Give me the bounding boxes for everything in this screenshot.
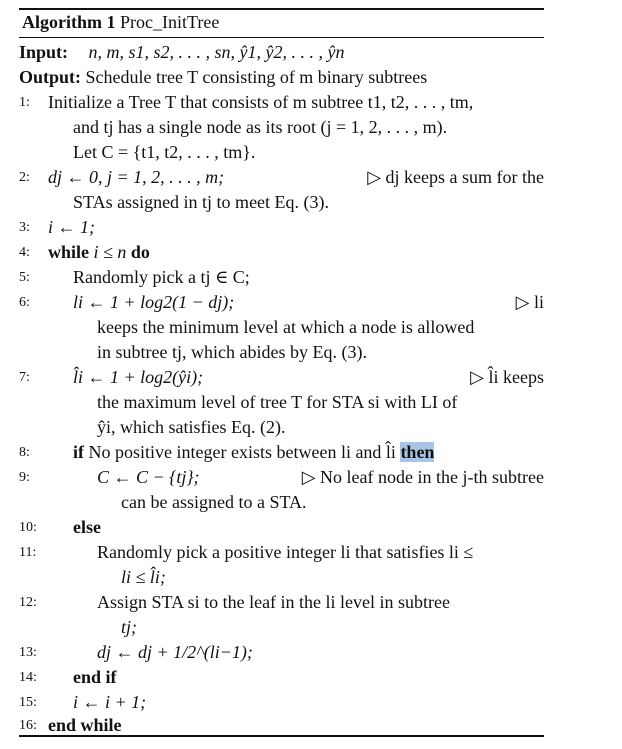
line-text: i ← 1; [48, 217, 95, 237]
algorithm-caption [22, 10, 219, 34]
line-text: in subtree tj, which abides by Eq. (3). [97, 342, 367, 362]
line-comment: ▷ li [515, 292, 544, 312]
output-value: Schedule tree T consisting of m binary subtrees [85, 67, 428, 87]
algorithm-label: Algorithm 1 [22, 12, 116, 32]
line-number: 12: [19, 595, 37, 610]
line-number: 15: [19, 695, 37, 710]
line-text: tj; [121, 617, 137, 637]
caption-rule [19, 37, 544, 38]
end-if-keyword: end if [73, 667, 117, 687]
line-text: STAs assigned in tj to meet Eq. (3). [73, 192, 330, 212]
line-text: Initialize a Tree T that consists of m subtree t1, t2, . . . , tm, [48, 92, 474, 112]
line-number: 1: [19, 95, 30, 110]
line-number: 6: [19, 295, 30, 310]
line-comment: ▷ l̂i keeps [470, 367, 544, 387]
line-number: 3: [19, 220, 30, 235]
if-keyword: if [73, 442, 84, 462]
line-number: 2: [19, 170, 30, 185]
line-text: and tj has a single node as its root (j = 1, 2, . . . , m). [73, 117, 448, 137]
line-text: ŷi, which satisfies Eq. (2). [97, 417, 286, 437]
line-text: dj ← dj + 1/2^(li−1); [97, 642, 253, 662]
line-number: 9: [19, 470, 30, 485]
while-keyword: while [48, 242, 90, 262]
line-number: 8: [19, 445, 30, 460]
line-number: 5: [19, 270, 30, 285]
else-keyword: else [73, 517, 101, 537]
line-number: 13: [19, 645, 37, 660]
bottom-rule [19, 735, 544, 737]
line-number: 14: [19, 670, 37, 685]
output-line [19, 65, 544, 89]
input-line [19, 40, 544, 64]
end-while-keyword: end while [48, 715, 122, 735]
line-text: Assign STA si to the leaf in the li level in subtree [97, 592, 451, 612]
line-number: 16: [19, 718, 37, 733]
line-text: li ≤ l̂i; [121, 567, 166, 587]
line-text: i ≤ n [93, 242, 127, 262]
then-keyword: then [400, 442, 435, 462]
line-number: 7: [19, 370, 30, 385]
line-number: 10: [19, 520, 37, 535]
line-number: 4: [19, 245, 30, 260]
line-number: 11: [19, 545, 37, 560]
line-text: Randomly pick a positive integer li that satisfies li ≤ [97, 542, 474, 562]
line-text: keeps the minimum level at which a node is allowed [97, 317, 475, 337]
line-text: Randomly pick a tj ∈ C; [73, 267, 250, 287]
input-keyword: Input: [19, 42, 69, 62]
line-text: C ← C − {tj}; [97, 467, 200, 487]
line-text: can be assigned to a STA. [121, 492, 307, 512]
do-keyword: do [130, 242, 150, 262]
line-text: i ← i + 1; [73, 692, 147, 712]
line-text: Let C = {t1, t2, . . . , tm}. [73, 142, 256, 162]
line-text: the maximum level of tree T for STA si with LI of [97, 392, 458, 412]
output-keyword: Output: [19, 67, 82, 87]
line-text: li ← 1 + log2(1 − dj); [73, 292, 235, 312]
line-comment: ▷ dj keeps a sum for the [367, 167, 544, 187]
line-text: dj ← 0, j = 1, 2, . . . , m; [48, 167, 225, 187]
line-text: l̂i ← 1 + log2(ŷi); [73, 367, 204, 387]
algorithm-title: Proc_InitTree [120, 12, 220, 32]
line-text: No positive integer exists between li and l̂i [88, 442, 396, 462]
input-value: n, m, s1, s2, . . . , sn, ŷ1, ŷ2, . . . , ŷn [88, 42, 345, 62]
line-comment: ▷ No leaf node in the j-th subtree [301, 467, 544, 487]
